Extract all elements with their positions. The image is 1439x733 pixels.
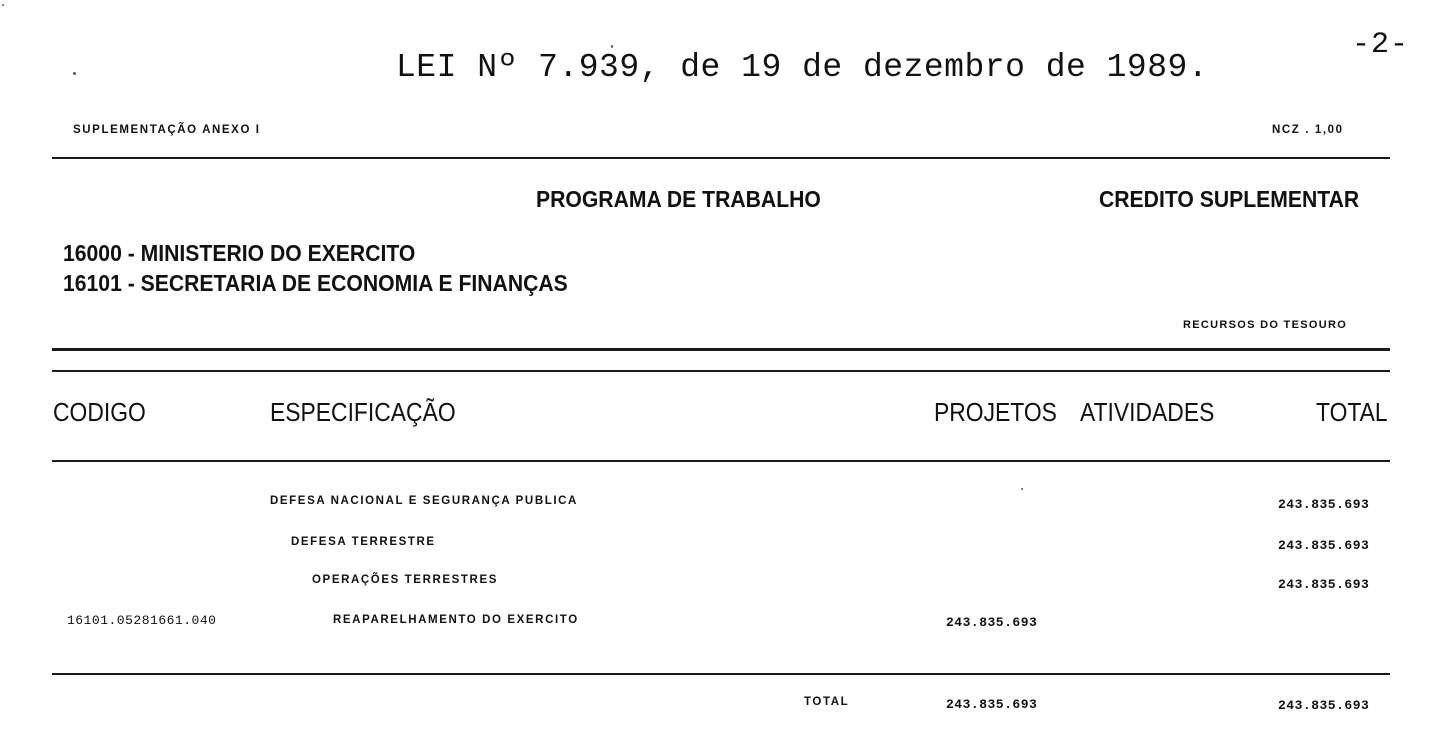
- column-header-projects: PROJETOS: [934, 397, 1057, 427]
- column-header-total: TOTAL: [1316, 397, 1388, 427]
- organization-secretariat: 16101 - SECRETARIA DE ECONOMIA E FINANÇAS: [63, 270, 568, 296]
- column-header-specification: ESPECIFICAÇÃO: [270, 397, 456, 427]
- scan-speck: [1021, 488, 1023, 490]
- row-specification: DEFESA NACIONAL E SEGURANÇA PUBLICA: [270, 495, 578, 507]
- row-code: 16101.05281661.040: [67, 613, 217, 628]
- row-specification: DEFESA TERRESTRE: [291, 536, 436, 548]
- program-heading: PROGRAMA DE TRABALHO: [536, 186, 821, 212]
- annex-label: SUPLEMENTAÇÃO ANEXO I: [73, 124, 261, 136]
- column-header-code: CODIGO: [53, 397, 146, 427]
- row-total: 243.835.693: [1278, 577, 1370, 592]
- currency-label: NCZ . 1,00: [1272, 124, 1344, 136]
- law-title: LEI Nº 7.939, de 19 de dezembro de 1989.: [396, 49, 1209, 86]
- funding-source: RECURSOS DO TESOURO: [1183, 319, 1348, 331]
- row-total: 243.835.693: [1278, 497, 1370, 512]
- row-projects: 243.835.693: [946, 615, 1038, 630]
- organization-ministry: 16000 - MINISTERIO DO EXERCITO: [63, 240, 416, 266]
- footer-total-label: TOTAL: [804, 696, 850, 708]
- top-rule: [52, 157, 1390, 159]
- table-bottom-rule: [52, 673, 1390, 675]
- scan-speck: [73, 72, 76, 75]
- scan-speck: [2, 4, 4, 6]
- table-header-top-rule: [52, 370, 1390, 372]
- column-header-activities: ATIVIDADES: [1080, 397, 1215, 427]
- row-specification: REAPARELHAMENTO DO EXERCITO: [333, 614, 579, 626]
- row-total: 243.835.693: [1278, 538, 1370, 553]
- footer-projects-total: 243.835.693: [946, 697, 1038, 712]
- row-specification: OPERAÇÕES TERRESTRES: [312, 574, 498, 586]
- footer-grand-total: 243.835.693: [1278, 698, 1370, 713]
- table-top-rule: [52, 348, 1390, 351]
- scan-speck: [611, 45, 613, 48]
- credit-heading: CREDITO SUPLEMENTAR: [1099, 186, 1360, 212]
- table-header-bottom-rule: [52, 460, 1390, 462]
- page-number: -2-: [1352, 28, 1410, 62]
